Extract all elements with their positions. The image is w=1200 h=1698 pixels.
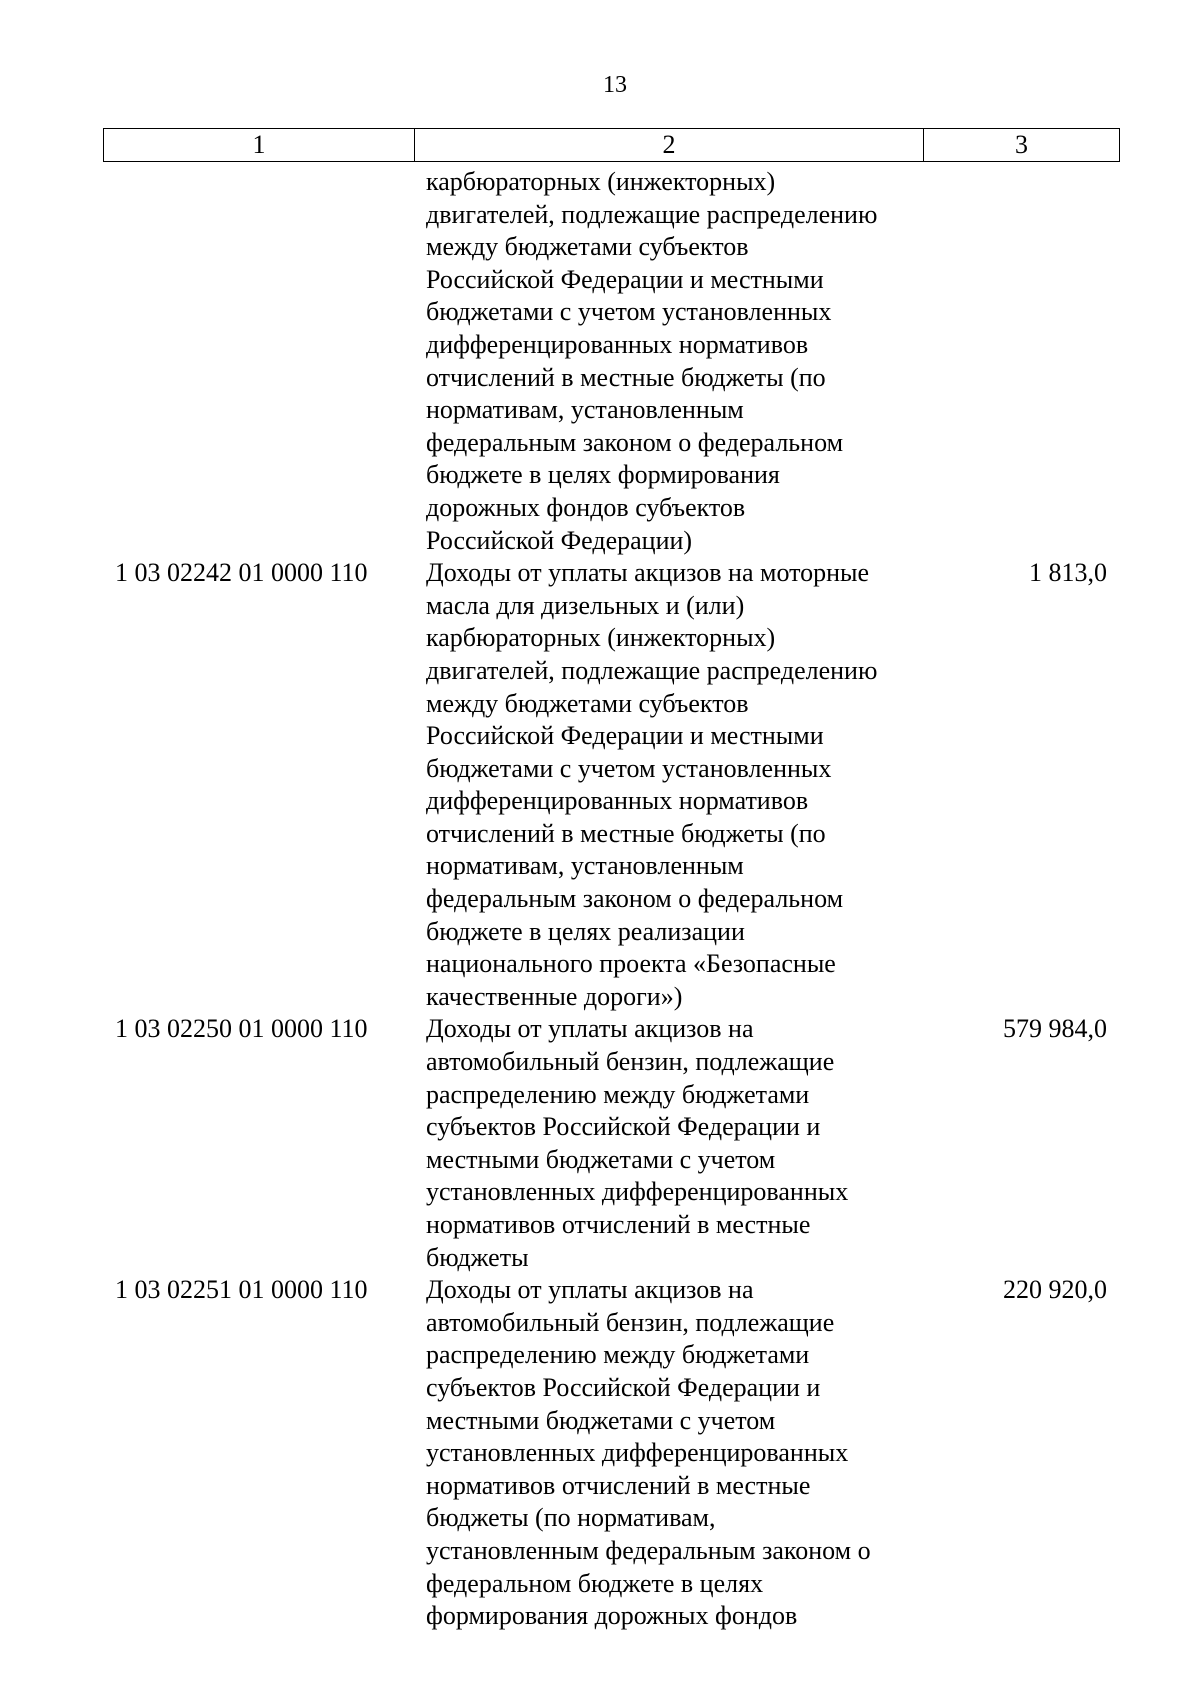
row-description bbox=[414, 1013, 923, 1274]
description-line: местными бюджетами с учетом bbox=[426, 1405, 776, 1435]
description-line: установленных дифференцированных bbox=[426, 1177, 849, 1207]
description-line: двигателей, подлежащие распределению bbox=[426, 199, 878, 229]
page-number: 13 bbox=[603, 72, 627, 98]
table-header bbox=[103, 128, 1120, 162]
description-line: субъектов Российской Федерации и bbox=[426, 1372, 821, 1402]
row-amount: 579 984,0 bbox=[1003, 1014, 1107, 1044]
description-line: Российской Федерации и местными bbox=[426, 264, 824, 294]
table-row-continuation bbox=[103, 166, 1119, 557]
description-line: качественные дороги») bbox=[426, 981, 683, 1011]
table-row bbox=[103, 557, 1119, 1013]
description-line: федеральным законом о федеральном bbox=[426, 427, 844, 457]
description-line: дифференцированных нормативов bbox=[426, 329, 809, 359]
row-code bbox=[103, 166, 414, 557]
revenue-table bbox=[103, 166, 1119, 1633]
row-code: 1 03 02251 01 0000 110 bbox=[115, 1275, 368, 1305]
description-line: распределению между бюджетами bbox=[426, 1340, 810, 1370]
description-line: дифференцированных нормативов bbox=[426, 786, 809, 816]
column-header-1: 1 bbox=[104, 129, 415, 162]
description-line: бюджеты (по нормативам, bbox=[426, 1503, 716, 1533]
description-line: Доходы от уплаты акцизов на моторные bbox=[426, 558, 870, 588]
description-line: Доходы от уплаты акцизов на bbox=[426, 1275, 754, 1305]
description-line: федеральным законом о федеральном bbox=[426, 884, 844, 914]
description-line: формирования дорожных фондов bbox=[426, 1601, 798, 1631]
description-line: карбюраторных (инжекторных) bbox=[426, 167, 776, 196]
description-line: распределению между бюджетами bbox=[426, 1079, 810, 1109]
description-line: дорожных фондов субъектов bbox=[426, 492, 746, 522]
description-line: автомобильный бензин, подлежащие bbox=[426, 1047, 835, 1077]
description-line: двигателей, подлежащие распределению bbox=[426, 655, 878, 685]
description-line: масла для дизельных и (или) bbox=[426, 590, 745, 620]
description-line: национального проекта «Безопасные bbox=[426, 949, 836, 979]
row-amount bbox=[923, 166, 1119, 557]
description-line: установленным федеральным законом о bbox=[426, 1535, 871, 1565]
table-body bbox=[103, 166, 1119, 1633]
description-line: нормативов отчислений в местные bbox=[426, 1210, 811, 1239]
description-line: отчислений в местные бюджеты (по bbox=[426, 818, 826, 848]
description-line: нормативам, установленным bbox=[426, 851, 744, 881]
description-line: бюджетами с учетом установленных bbox=[426, 297, 832, 327]
description-line: нормативам, установленным bbox=[426, 395, 744, 425]
description-line: бюджете в целях реализации bbox=[426, 916, 745, 946]
row-description bbox=[414, 557, 923, 1013]
row-amount: 220 920,0 bbox=[1003, 1275, 1107, 1305]
row-amount: 1 813,0 bbox=[1029, 558, 1107, 588]
description-line: Российской Федерации) bbox=[426, 525, 693, 555]
column-header-2: 2 bbox=[415, 129, 924, 162]
table-row bbox=[103, 1013, 1119, 1274]
description-line: бюджеты bbox=[426, 1242, 529, 1272]
row-description bbox=[414, 166, 923, 557]
description-line: установленных дифференцированных bbox=[426, 1438, 849, 1468]
description-line: между бюджетами субъектов bbox=[426, 688, 749, 718]
row-code: 1 03 02242 01 0000 110 bbox=[115, 558, 368, 588]
description-line: бюджете в целях формирования bbox=[426, 460, 780, 490]
description-line: местными бюджетами с учетом bbox=[426, 1144, 776, 1174]
row-code: 1 03 02250 01 0000 110 bbox=[115, 1014, 368, 1044]
description-line: субъектов Российской Федерации и bbox=[426, 1112, 821, 1142]
description-line: бюджетами с учетом установленных bbox=[426, 753, 832, 783]
description-line: Российской Федерации и местными bbox=[426, 721, 824, 751]
description-line: между бюджетами субъектов bbox=[426, 232, 749, 262]
table-row bbox=[103, 1274, 1119, 1633]
description-line: Доходы от уплаты акцизов на bbox=[426, 1014, 754, 1044]
row-description bbox=[414, 1274, 923, 1633]
column-header-3: 3 bbox=[924, 129, 1120, 162]
description-line: отчислений в местные бюджеты (по bbox=[426, 362, 826, 392]
description-line: карбюраторных (инжекторных) bbox=[426, 623, 776, 653]
description-line: автомобильный бензин, подлежащие bbox=[426, 1307, 835, 1337]
description-line: федеральном бюджете в целях bbox=[426, 1568, 764, 1598]
description-line: нормативов отчислений в местные bbox=[426, 1470, 811, 1500]
